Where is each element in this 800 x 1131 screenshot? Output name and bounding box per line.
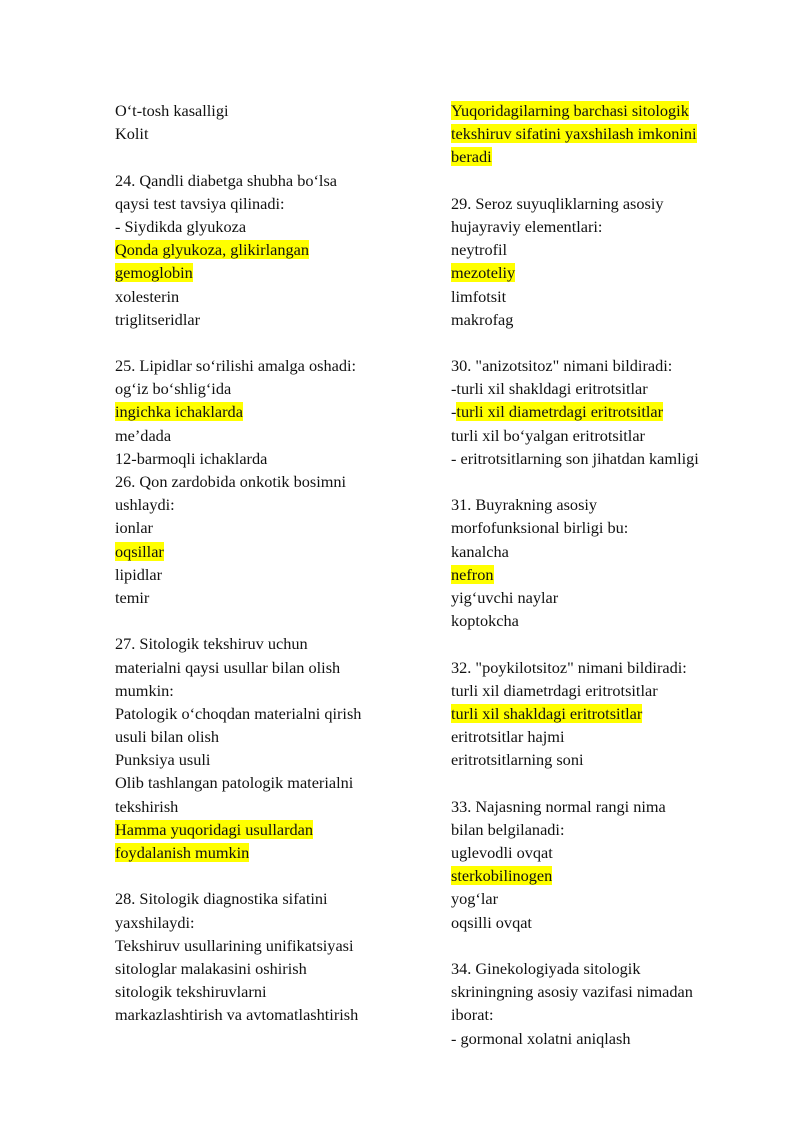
blank-line [451, 934, 751, 957]
highlighted-text: mezoteliy [451, 263, 516, 283]
highlighted-answer-line [115, 818, 415, 841]
text-line [115, 516, 415, 539]
text-line [115, 934, 415, 957]
text-line [115, 285, 415, 308]
line-text: -turli xil shakldagi eritrotsitlar [451, 379, 648, 399]
blank-line [451, 470, 751, 493]
line-text: yig‘uvchi naylar [451, 587, 559, 607]
text-line [451, 424, 751, 447]
text-line [451, 493, 751, 516]
highlighted-answer-line [451, 122, 751, 145]
line-text: usuli bilan olish [115, 727, 220, 747]
text-line [115, 99, 415, 122]
text-line [115, 586, 415, 609]
text-line [115, 563, 415, 586]
line-text: og‘iz bo‘shlig‘ida [115, 379, 232, 399]
text-line [451, 656, 751, 679]
line-text: 29. Seroz suyuqliklarning asosiy [451, 193, 664, 213]
text-line [115, 748, 415, 771]
text-line [115, 795, 415, 818]
blank-line [115, 864, 415, 887]
text-line [115, 957, 415, 980]
line-text: 28. Sitologik diagnostika sifatini [115, 889, 328, 909]
highlighted-text: nefron [451, 564, 494, 584]
line-text: tekshirish [115, 796, 179, 816]
line-text: markazlashtirish va avtomatlashtirish [115, 1005, 359, 1025]
line-text: yaxshilaydi: [115, 912, 195, 932]
left-column [115, 99, 415, 1027]
text-line [115, 215, 415, 238]
highlighted-text: Qonda glyukoza, glikirlangan [115, 240, 309, 260]
text-line [451, 609, 751, 632]
line-text: 27. Sitologik tekshiruv uchun [115, 634, 308, 654]
line-text: 31. Buyrakning asosiy [451, 495, 598, 515]
highlighted-answer-line [115, 841, 415, 864]
line-text: sitologlar malakasini oshirish [115, 958, 307, 978]
line-text: Olib tashlangan patologik materialni [115, 773, 354, 793]
line-prefix: - [451, 402, 457, 422]
line-text: Patologik o‘choqdan materialni qirish [115, 703, 362, 723]
blank-line [451, 169, 751, 192]
line-text: ushlaydi: [115, 495, 175, 515]
text-line [451, 447, 751, 470]
text-line [115, 447, 415, 470]
highlighted-text: tekshiruv sifatini yaxshilash imkonini [451, 124, 697, 144]
line-text: me’dada [115, 425, 172, 445]
line-text: neytrofil [451, 240, 508, 260]
text-line [115, 656, 415, 679]
line-text: yog‘lar [451, 889, 499, 909]
line-text: uglevodli ovqat [451, 843, 553, 862]
line-text: 32. "poykilotsitoz" nimani bildiradi: [451, 657, 687, 677]
line-text: triglitseridlar [115, 309, 200, 329]
text-line [115, 192, 415, 215]
line-text: temir [115, 587, 150, 607]
line-text: - gormonal xolatni aniqlash [451, 1028, 631, 1048]
highlighted-text: gemoglobin [115, 263, 193, 283]
line-text: iborat: [451, 1005, 494, 1025]
text-line [115, 122, 415, 145]
line-text: eritrotsitlarning soni [451, 750, 584, 770]
text-line [451, 354, 751, 377]
line-text: qaysi test tavsiya qilinadi: [115, 193, 285, 213]
line-text: oqsilli ovqat [451, 912, 532, 932]
text-line [115, 424, 415, 447]
right-column [451, 99, 751, 1050]
line-text: Kolit [115, 124, 149, 144]
text-line [451, 192, 751, 215]
text-line [115, 632, 415, 655]
line-text: hujayraviy elementlari: [451, 216, 603, 236]
line-text: koptokcha [451, 611, 519, 631]
line-text: Tekshiruv usullarining unifikatsiyasi [115, 935, 354, 955]
highlighted-text: foydalanish mumkin [115, 843, 250, 862]
line-text: 30. "anizotsitoz" nimani bildiradi: [451, 356, 673, 376]
text-line [115, 377, 415, 400]
highlighted-text: ingichka ichaklarda [115, 402, 243, 422]
line-text: xolesterin [115, 286, 180, 306]
line-text: limfotsit [451, 286, 507, 306]
text-line [451, 377, 751, 400]
text-line [115, 493, 415, 516]
blank-line [451, 771, 751, 794]
line-text: 12-barmoqli ichaklarda [115, 448, 268, 468]
text-line [115, 308, 415, 331]
text-line [451, 725, 751, 748]
text-line [451, 586, 751, 609]
text-line [451, 285, 751, 308]
line-text: eritrotsitlar hajmi [451, 727, 565, 747]
highlighted-answer-line [115, 238, 415, 261]
text-line [115, 169, 415, 192]
highlighted-answer-line [115, 261, 415, 284]
text-line [451, 795, 751, 818]
line-text: lipidlar [115, 564, 163, 584]
text-line [451, 818, 751, 841]
text-line [451, 238, 751, 261]
line-text: Punksiya usuli [115, 750, 211, 770]
text-line [115, 679, 415, 702]
text-line [115, 911, 415, 934]
highlighted-text: turli xil diametrdagi eritrotsitlar [456, 402, 664, 422]
text-line [451, 748, 751, 771]
text-line [115, 887, 415, 910]
highlighted-answer-line [451, 99, 751, 122]
line-text: kanalcha [451, 541, 509, 561]
text-line [115, 725, 415, 748]
line-text: - Siydikda glyukoza [115, 216, 247, 236]
text-line [451, 980, 751, 1003]
line-text: sitologik tekshiruvlarni [115, 982, 267, 1002]
highlighted-answer-line [451, 145, 751, 168]
line-text: bilan belgilanadi: [451, 819, 565, 839]
text-line [451, 887, 751, 910]
line-text: 26. Qon zardobida onkotik bosimni [115, 472, 347, 491]
blank-line [115, 609, 415, 632]
line-text: materialni qaysi usullar bilan olish [115, 657, 341, 677]
line-text: morfofunksional birligi bu: [451, 518, 629, 538]
blank-line [451, 632, 751, 655]
text-line [115, 702, 415, 725]
text-line [115, 1003, 415, 1026]
highlighted-text: oqsillar [115, 541, 164, 561]
line-text: 34. Ginekologiyada sitologik [451, 958, 641, 978]
line-text: 33. Najasning normal rangi nima [451, 796, 666, 816]
line-text: turli xil bo‘yalgan eritrotsitlar [451, 425, 645, 445]
line-text: turli xil diametrdagi eritrotsitlar [451, 680, 658, 700]
line-text: O‘t-tosh kasalligi [115, 101, 229, 120]
highlighted-text: turli xil shakldagi eritrotsitlar [451, 703, 643, 723]
text-line [115, 354, 415, 377]
highlighted-answer-line [451, 261, 751, 284]
line-text: - eritrotsitlarning son jihatdan kamligi [451, 448, 699, 468]
highlighted-text: Hamma yuqoridagi usullardan [115, 819, 314, 839]
text-line [451, 841, 751, 864]
text-line [451, 540, 751, 563]
highlighted-answer-line [451, 864, 751, 887]
highlighted-text: sterkobilinogen [451, 866, 553, 886]
highlighted-answer-line [451, 702, 751, 725]
line-text: skriningning asosiy vazifasi nimadan [451, 982, 693, 1002]
line-text: makrofag [451, 309, 514, 329]
text-line [451, 957, 751, 980]
blank-line [115, 331, 415, 354]
text-line [451, 516, 751, 539]
text-line [451, 1027, 751, 1050]
text-line [115, 771, 415, 794]
line-text: 25. Lipidlar so‘rilishi amalga oshadi: [115, 356, 357, 376]
highlighted-text: beradi [451, 147, 492, 167]
line-text: 24. Qandli diabetga shubha bo‘lsa [115, 170, 338, 190]
text-line [451, 308, 751, 331]
line-text: mumkin: [115, 680, 174, 700]
text-line [451, 679, 751, 702]
text-line [451, 911, 751, 934]
text-line [115, 980, 415, 1003]
highlighted-answer-line [115, 400, 415, 423]
line-text: ionlar [115, 518, 153, 538]
blank-line [115, 145, 415, 168]
highlighted-answer-line [115, 540, 415, 563]
highlighted-answer-line [451, 400, 751, 423]
highlighted-answer-line [451, 563, 751, 586]
blank-line [451, 331, 751, 354]
text-line [115, 470, 415, 493]
highlighted-text: Yuqoridagilarning barchasi sitologik [451, 101, 689, 120]
text-line [451, 1003, 751, 1026]
text-line [451, 215, 751, 238]
